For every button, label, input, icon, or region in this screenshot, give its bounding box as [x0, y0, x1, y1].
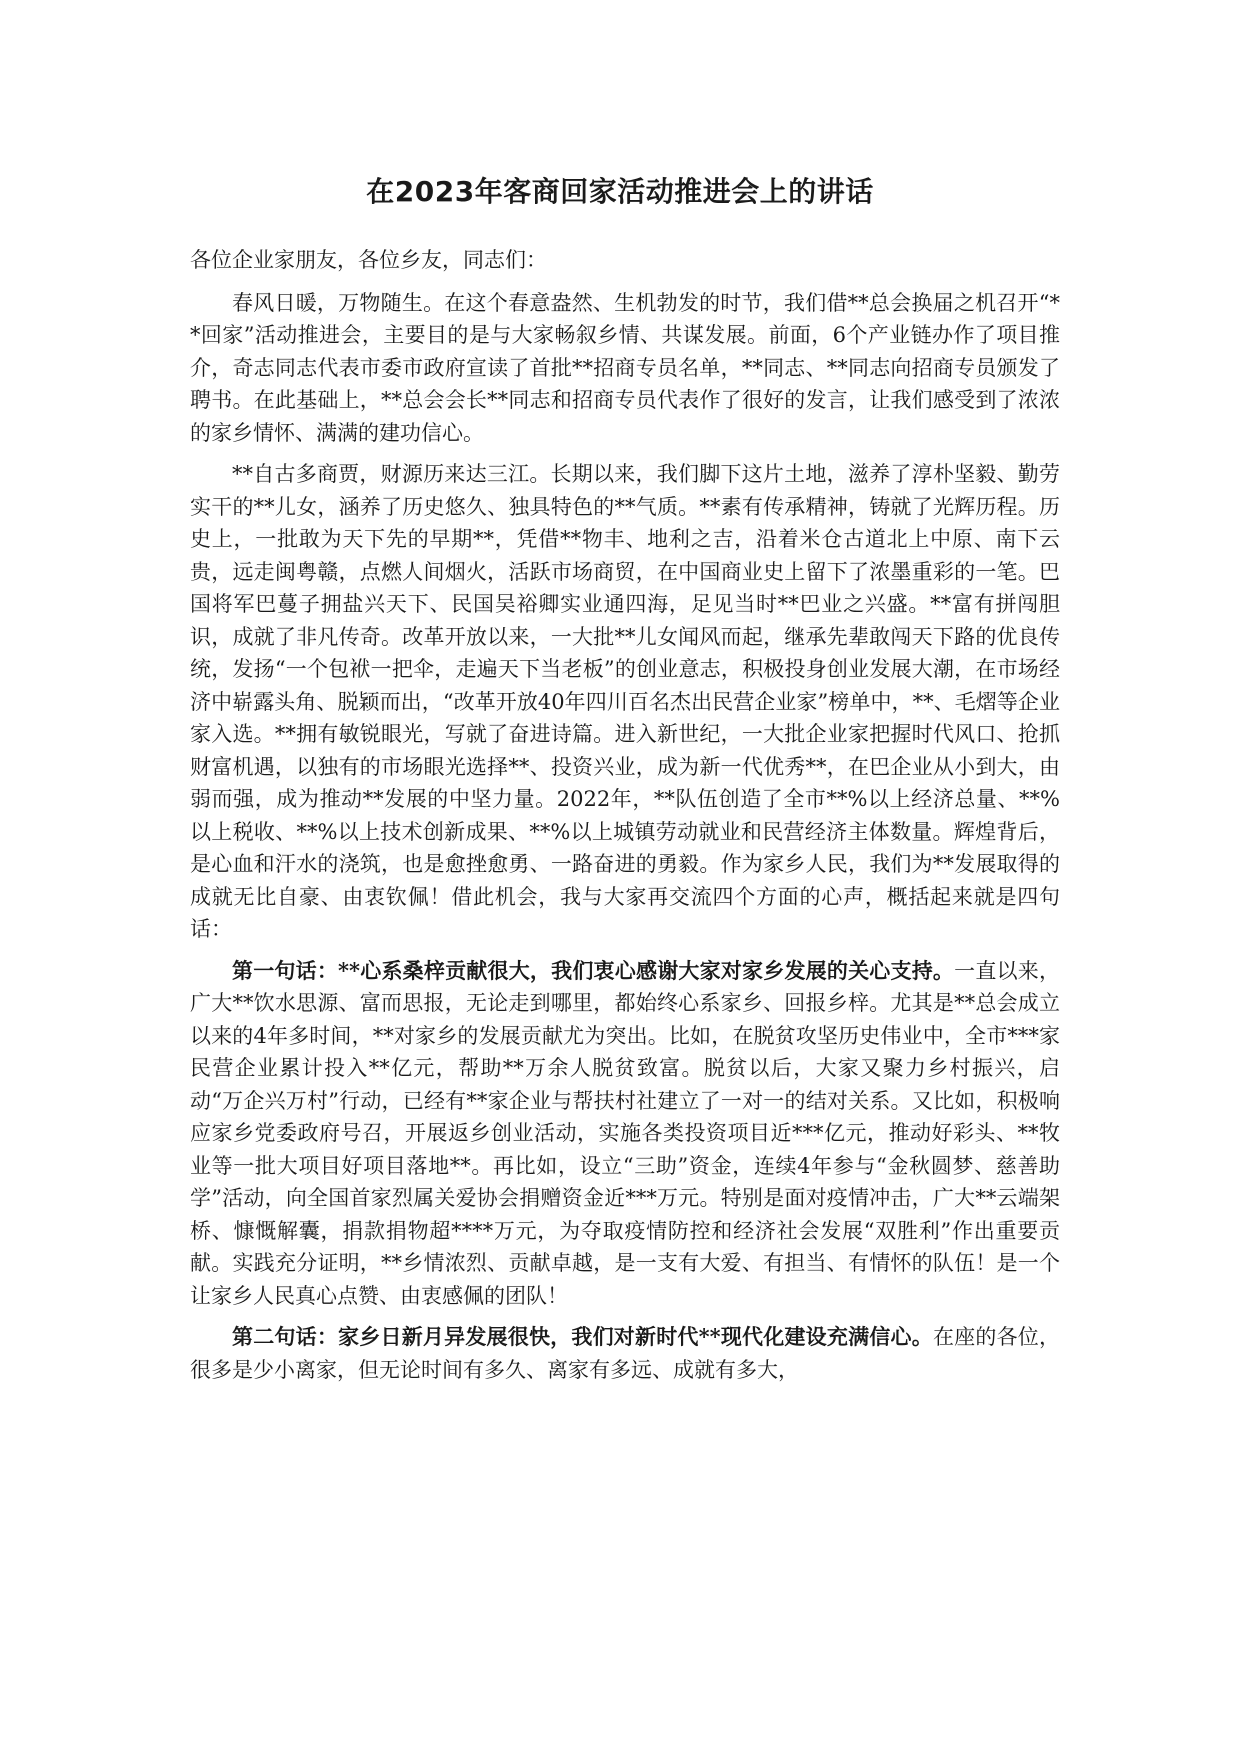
paragraph-history: [190, 458, 1060, 946]
document-body: [190, 244, 1060, 1395]
paragraph-text: 春风日暖，万物随生。在这个春意盎然、生机勃发的时节，我们借**总会换届之机召开“**回家”活动推进会，主要目的是与大家畅叙乡情、共谋发展。前面，6个产业链办作了项目推介，奇志同志代表市委市政府宣读了首批**招商专员名单，**同志、**同志向招商专员颁发了聘书。在此基础上，**总会会长**同志和招商专员代表作了很好的发言，让我们感受到了浓浓的家乡情怀、满满的建功信心。: [190, 290, 1060, 445]
document-title: 在2023年客商回家活动推进会上的讲话: [366, 175, 874, 208]
paragraph-text: **自古多商贾，财源历来达三江。长期以来，我们脚下这片土地，滋养了淳朴坚毅、勤劳实干的**儿女，涵养了历史悠久、独具特色的**气质。**素有传承精神，铸就了光辉历程。历史上，一批敢为天下先的早期**，凭借**物丰、地利之吉，沿着米仓古道北上中原、南下云贵，远走闽粤赣，点燃人间烟火，活跃市场商贸，在中国商业史上留下了浓墨重彩的一笔。巴国将军巴蔓子拥盐兴天下、民国吴裕卿实业通四海，足见当时**巴业之兴盛。**富有拼闯胆识，成就了非凡传奇。改革开放以来，一大批**儿女闻风而起，继承先辈敢闯天下路的优良传统，发扬“一个包袱一把伞，走遍天下当老板”的创业意志，积极投身创业发展大潮，在市场经济中崭露头角、脱颖而出，“改革开放40年四川百名杰出民营企业家”榜单中，**、毛熠等企业家入选。**拥有敏锐眼光，写就了奋进诗篇。进入新世纪，一大批企业家把握时代风口、抢抓财富机遇，以独有的市场眼光选择**、投资兴业，成为新一代优秀**，在巴企业从小到大，由弱而强，成为推动**发展的中坚力量。2022年，**队伍创造了全市**%以上经济总量、**%以上税收、**%以上技术创新成果、**%以上城镇劳动就业和民营经济主体数量。辉煌背后，是心血和汗水的浇筑，也是愈挫愈勇、一路奋进的勇毅。作为家乡人民，我们为**发展取得的成就无比自豪、由衷钦佩！借此机会，我与大家再交流四个方面的心声，概括起来就是四句话：: [190, 462, 1060, 941]
paragraph-opening: [190, 287, 1060, 450]
paragraph-point-one: [190, 955, 1060, 1313]
paragraph-lead: 第一句话：**心系桑梓贡献很大，我们衷心感谢大家对家乡发展的关心支持。: [232, 957, 955, 983]
salutation: 各位企业家朋友，各位乡友，同志们：: [190, 248, 547, 272]
paragraph-text: 在座的各位，很多是少小离家，但无论时间有多久、离家有多远、成就有多大，: [190, 1325, 1060, 1382]
paragraph-text: 一直以来，广大**饮水思源、富而思报，无论走到哪里，都始终心系家乡、回报乡梓。尤其是**总会成立以来的4年多时间，**对家乡的发展贡献尤为突出。比如，在脱贫攻坚历史伟业中，全市***家民营企业累计投入**亿元，帮助**万余人脱贫致富。脱贫以后，大家又聚力乡村振兴，启动“万企兴万村”行动，已经有**家企业与帮扶村社建立了一对一的结对关系。又比如，积极响应家乡党委政府号召，开展返乡创业活动，实施各类投资项目近***亿元，推动好彩头、**牧业等一批大项目好项目落地**。再比如，设立“三助”资金，连续4年参与“金秋圆梦、慈善助学”活动，向全国首家烈属关爱协会捐赠资金近***万元。特别是面对疫情冲击，广大**云端架桥、慷慨解囊，捐款捐物超****万元，为夺取疫情防控和经济社会发展“双胜利”作出重要贡献。实践充分证明，**乡情浓烈、贡献卓越，是一支有大爱、有担当、有情怀的队伍！是一个让家乡人民真心点赞、由衷感佩的团队！: [190, 958, 1061, 1308]
paragraph-lead: 第二句话：家乡日新月异发展很快，我们对新时代**现代化建设充满信心。: [232, 1324, 933, 1349]
paragraph-point-two: [190, 1321, 1060, 1386]
